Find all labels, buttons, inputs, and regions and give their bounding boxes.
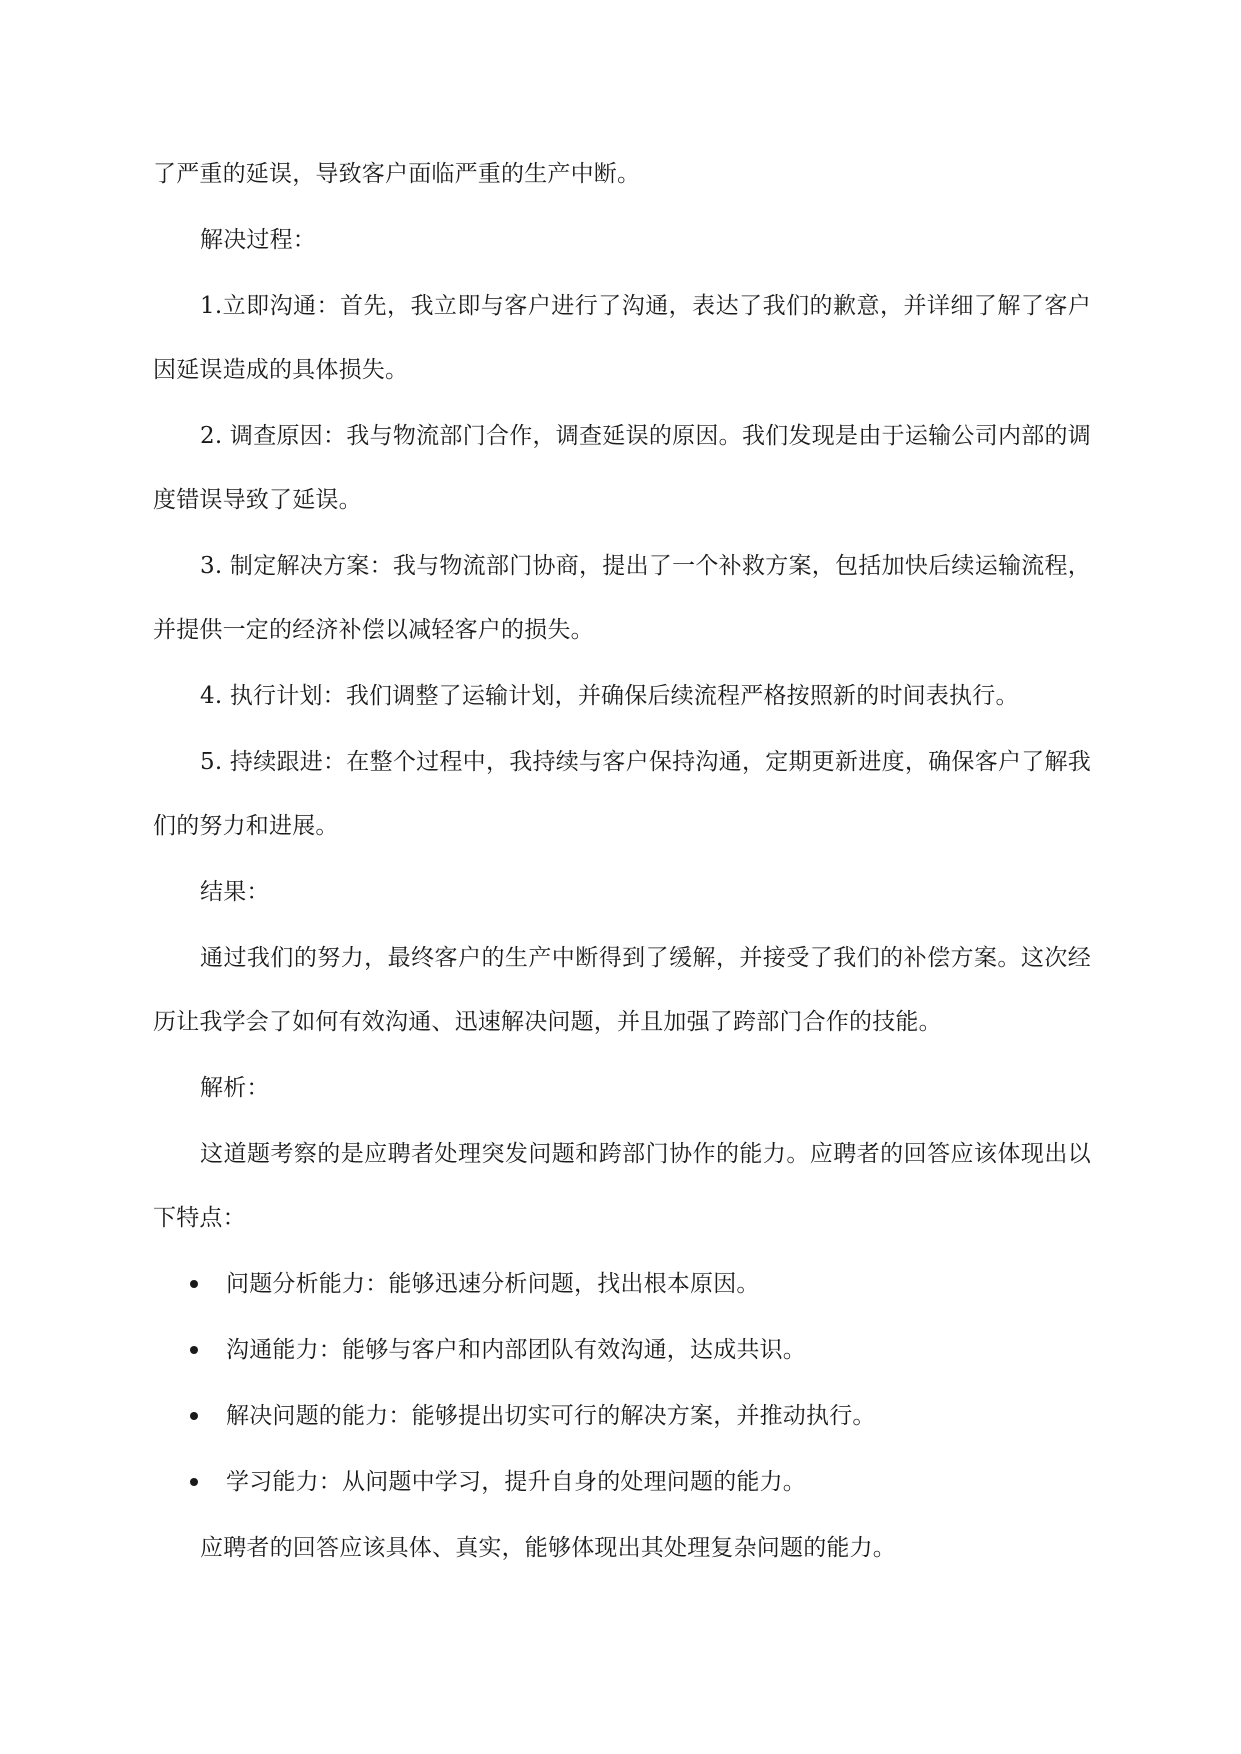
step-1-paragraph: 1.立即沟通：首先，我立即与客户进行了沟通，表达了我们的歉意，并详细了解了客户因延误造成的具体损失。: [153, 293, 1091, 383]
section-heading-solution: 解决过程：: [200, 227, 316, 253]
document-body: [153, 142, 1091, 1582]
bullet-dot-icon: [190, 1412, 198, 1420]
traits-list: [153, 1252, 1091, 1514]
list-item-text: 解决问题的能力：能够提出切实可行的解决方案，并推动执行。: [226, 1403, 876, 1429]
section-heading-result: 结果：: [200, 879, 270, 905]
list-item-text: 问题分析能力：能够迅速分析问题，找出根本原因。: [226, 1271, 760, 1297]
section-heading-analysis: 解析：: [200, 1075, 270, 1101]
list-item-text: 沟通能力：能够与客户和内部团队有效沟通，达成共识。: [226, 1337, 806, 1363]
step-2-paragraph: 2. 调查原因：我与物流部门合作，调查延误的原因。我们发现是由于运输公司内部的调度错误导致了延误。: [153, 423, 1091, 513]
result-paragraph: 通过我们的努力，最终客户的生产中断得到了缓解，并接受了我们的补偿方案。这次经历让我学会了如何有效沟通、迅速解决问题，并且加强了跨部门合作的技能。: [153, 945, 1091, 1035]
step-5-paragraph: 5. 持续跟进：在整个过程中，我持续与客户保持沟通，定期更新进度，确保客户了解我们的努力和进展。: [153, 749, 1091, 839]
step-3-paragraph: 3. 制定解决方案：我与物流部门协商，提出了一个补救方案，包括加快后续运输流程，并提供一定的经济补偿以减轻客户的损失。: [153, 553, 1091, 643]
bullet-dot-icon: [190, 1478, 198, 1486]
list-item: [153, 1252, 1091, 1316]
list-item: [153, 1318, 1091, 1382]
paragraph-continuation: 了严重的延误，导致客户面临严重的生产中断。: [153, 161, 641, 187]
bullet-dot-icon: [190, 1280, 198, 1288]
list-item: [153, 1450, 1091, 1514]
list-item-text: 学习能力：从问题中学习，提升自身的处理问题的能力。: [226, 1469, 806, 1495]
bullet-dot-icon: [190, 1346, 198, 1354]
closing-paragraph: 应聘者的回答应该具体、真实，能够体现出其处理复杂问题的能力。: [200, 1535, 896, 1561]
analysis-paragraph: 这道题考察的是应聘者处理突发问题和跨部门协作的能力。应聘者的回答应该体现出以下特点：: [153, 1141, 1091, 1231]
step-4-paragraph: 4. 执行计划：我们调整了运输计划，并确保后续流程严格按照新的时间表执行。: [200, 683, 1019, 709]
list-item: [153, 1384, 1091, 1448]
